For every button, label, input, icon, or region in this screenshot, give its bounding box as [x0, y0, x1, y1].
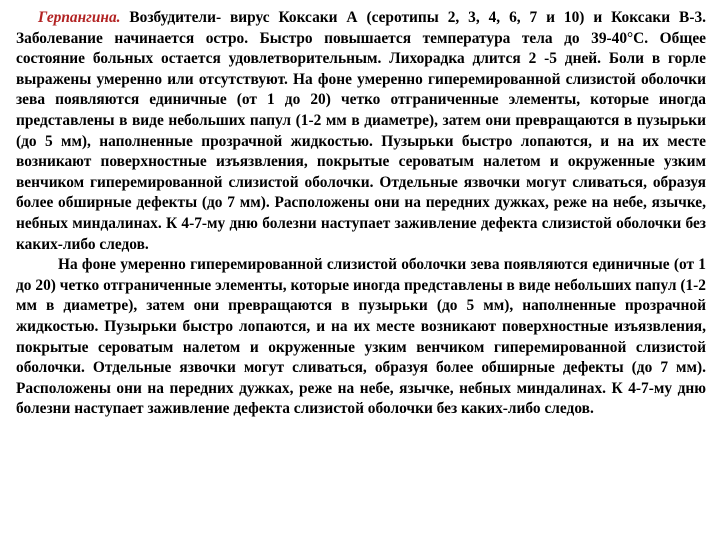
paragraph-herpangina-description [16, 8, 706, 255]
term-herpangina: Герпангина. [38, 9, 121, 26]
document-page [16, 8, 706, 420]
paragraph-2-text: На фоне умеренно гиперемированной слизистой оболочки зева появляются единичные (от 1 до 20) четко отграниченные элементы, которые иногда представлены в виде небольших папул (1-2 мм в диаметре), затем они превращаются в пузырьки (до 5 мм), наполненные прозрачной жидкостью. Пузырьки быстро лопаются, и на их месте возникают поверхностные изъязвления, покрытые сероватым налетом и окруженные узким венчиком гиперемированной слизистой оболочки. Отдельные язвочки могут сливаться, образуя более обширные дефекты (до 7 мм). Расположены они на передних дужках, реже на небе, язычке, небных миндалинах. К 4-7-му дню болезни наступает заживление дефекта слизистой оболочки без каких-либо следов. [16, 256, 706, 418]
paragraph-1-text: Возбудители- вирус Коксаки А (серотипы 2, 3, 4, 6, 7 и 10) и Коксаки В-3. Заболевание начинается остро. Быстро повышается температура тела до 39-40°С. Общее состояние больных остается удовлетворительным. Лихорадка длится 2 -5 дней. Боли в горле выражены умеренно или отсутствуют. На фоне умеренно гиперемированной слизистой оболочки зева появляются единичные (от 1 до 20) четко отграниченные элементы, которые иногда представлены в виде небольших папул (1-2 мм в диаметре), затем они превращаются в пузырьки (до 5 мм), наполненные прозрачной жидкостью. Пузырьки быстро лопаются, и на их месте возникают поверхностные изъязвления, покрытые сероватым налетом и окруженные узким венчиком гиперемированной слизистой оболочки. Отдельные язвочки могут сливаться, образуя более обширные дефекты (до 7 мм). Расположены они на передних дужках, реже на небе, язычке, небных миндалинах. К 4-7-му дню болезни наступает заживление дефекта слизистой оболочки без каких-либо следов. [16, 9, 706, 253]
